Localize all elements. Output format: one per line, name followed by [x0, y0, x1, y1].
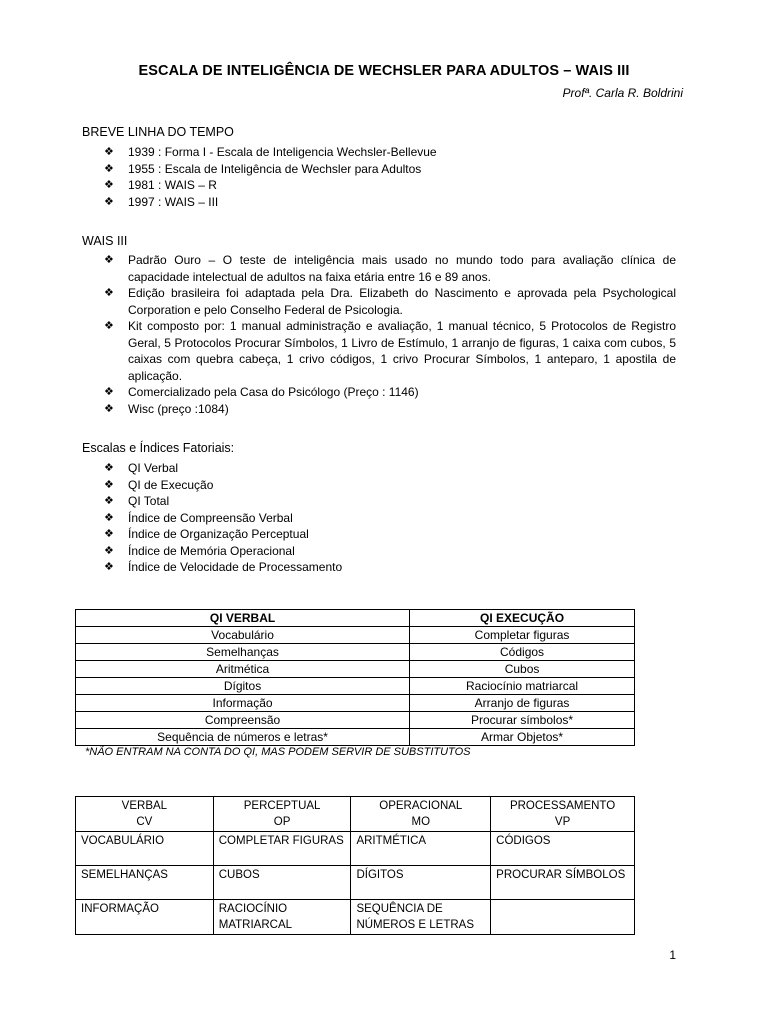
table-cell: COMPLETAR FIGURAS — [213, 832, 351, 866]
table-row — [76, 695, 635, 712]
table-cell: Aritmética — [76, 661, 410, 678]
list-item: ❖ Wisc (preço :1084) — [104, 401, 229, 416]
table-cell: SEQUÊNCIA DE NÚMEROS E LETRAS — [351, 900, 491, 935]
diamond-bullet-icon: ❖ — [104, 543, 114, 557]
table-row — [76, 678, 635, 695]
table-cell: DÍGITOS — [351, 866, 491, 900]
table-cell: Códigos — [410, 644, 635, 661]
table-cell: ARITMÉTICA — [351, 832, 491, 866]
table-row — [76, 832, 635, 866]
scales-list — [104, 460, 664, 576]
diamond-bullet-icon: ❖ — [104, 319, 114, 332]
list-item: ❖ 1981 : WAIS – R — [104, 178, 217, 192]
table-row — [76, 900, 635, 935]
list-item: ❖ Comercializado pela Casa do Psicólogo (Preço : 1146) — [104, 385, 419, 399]
table-cell: Dígitos — [76, 678, 410, 695]
table-row — [76, 627, 635, 644]
diamond-bullet-icon: ❖ — [104, 510, 114, 524]
wais-list — [104, 252, 676, 417]
table-cell: Vocabulário — [76, 627, 410, 644]
diamond-bullet-icon: ❖ — [104, 286, 114, 299]
table-cell: CUBOS — [213, 866, 351, 900]
table-cell: VOCABULÁRIO — [76, 832, 214, 866]
diamond-bullet-icon: ❖ — [104, 560, 114, 573]
diamond-bullet-icon: ❖ — [104, 461, 114, 474]
table-row — [76, 729, 635, 746]
table-cell: Sequência de números e letras* — [76, 729, 410, 746]
diamond-bullet-icon: ❖ — [104, 385, 114, 398]
table-cell: Raciocínio matriarcal — [410, 678, 635, 695]
column-header: QI VERBAL — [76, 610, 410, 627]
table-cell: Armar Objetos* — [410, 729, 635, 746]
wais-heading: WAIS III — [82, 234, 128, 248]
list-item: ❖ QI Verbal — [104, 461, 179, 475]
list-item: ❖ 1955 : Escala de Inteligência de Wechsler para Adultos — [104, 161, 422, 176]
list-item: ❖ QI Total — [104, 494, 170, 508]
table-row — [76, 661, 635, 678]
timeline-list — [104, 144, 664, 210]
table-row — [76, 644, 635, 661]
column-header: QI EXECUÇÃO — [410, 610, 635, 627]
table-cell: Procurar símbolos* — [410, 712, 635, 729]
list-item: ❖ Padrão Ouro – O teste de inteligência mais usado no mundo todo para avaliação clínica de capacidade intelectual de adultos na faixa etária entre 16 e 89 anos. — [104, 253, 676, 284]
diamond-bullet-icon: ❖ — [104, 253, 114, 266]
column-header: VERBAL CV — [76, 797, 214, 832]
document-title: ESCALA DE INTELIGÊNCIA DE WECHSLER PARA ADULTOS – WAIS III — [138, 63, 630, 79]
list-item: ❖ Kit composto por: 1 manual administração e avaliação, 1 manual técnico, 5 Protocolos de Registro Geral, 5 Protocolos Procurar Símbolos, 1 Livro de Estímulo, 1 arranjo de figuras, 1 caixa com cubos, 5 caixas com quebra cabeça, 1 crivo códigos, 1 crivo Procurar Símbolos, 1 anteparo, 1 apostila de aplicação. — [104, 319, 676, 383]
table-cell: Cubos — [410, 661, 635, 678]
column-header: PERCEPTUAL OP — [213, 797, 351, 832]
index-table — [75, 796, 635, 935]
diamond-bullet-icon: ❖ — [104, 477, 114, 491]
diamond-bullet-icon: ❖ — [104, 161, 114, 175]
table-cell: INFORMAÇÃO — [76, 900, 214, 935]
table-footnote: *NÃO ENTRAM NA CONTA DO QI, MAS PODEM SERVIR DE SUBSTITUTOS — [85, 746, 471, 758]
list-item: ❖ 1939 : Forma I - Escala de Inteligencia Wechsler-Bellevue — [104, 145, 437, 159]
author-name: Profª. Carla R. Boldrini — [562, 86, 683, 100]
diamond-bullet-icon: ❖ — [104, 527, 114, 540]
timeline-heading: BREVE LINHA DO TEMPO — [82, 125, 234, 139]
scales-heading: Escalas e Índices Fatoriais: — [82, 441, 235, 455]
table-cell: RACIOCÍNIO MATRIARCAL — [213, 900, 351, 935]
page-number: 1 — [669, 948, 676, 962]
qi-table — [75, 609, 635, 746]
list-item: ❖ Índice de Memória Operacional — [104, 543, 295, 558]
list-item: ❖ Índice de Velocidade de Processamento — [104, 560, 343, 574]
list-item: ❖ Edição brasileira foi adaptada pela Dra. Elizabeth do Nascimento e aprovada pela Psychological Corporation e pelo Conselho Federal de Psicologia. — [104, 286, 676, 317]
column-header: PROCESSAMENTO VP — [491, 797, 635, 832]
table-cell: Arranjo de figuras — [410, 695, 635, 712]
table-row — [76, 712, 635, 729]
list-item: ❖ Índice de Organização Perceptual — [104, 527, 309, 541]
diamond-bullet-icon: ❖ — [104, 178, 114, 191]
column-header: OPERACIONAL MO — [351, 797, 491, 832]
list-item: ❖ 1997 : WAIS – III — [104, 194, 219, 209]
diamond-bullet-icon: ❖ — [104, 194, 114, 208]
diamond-bullet-icon: ❖ — [104, 145, 114, 158]
table-cell: PROCURAR SÍMBOLOS — [491, 866, 635, 900]
table-header-row — [76, 797, 635, 832]
diamond-bullet-icon: ❖ — [104, 494, 114, 507]
table-cell: SEMELHANÇAS — [76, 866, 214, 900]
table-cell: Compreensão — [76, 712, 410, 729]
table-row — [76, 866, 635, 900]
table-cell: CÓDIGOS — [491, 832, 635, 866]
diamond-bullet-icon: ❖ — [104, 401, 114, 415]
table-cell: Completar figuras — [410, 627, 635, 644]
table-cell — [491, 900, 635, 935]
list-item: ❖ Índice de Compreensão Verbal — [104, 510, 293, 525]
table-header-row — [76, 610, 635, 627]
table-cell: Informação — [76, 695, 410, 712]
list-item: ❖ QI de Execução — [104, 477, 214, 492]
table-cell: Semelhanças — [76, 644, 410, 661]
